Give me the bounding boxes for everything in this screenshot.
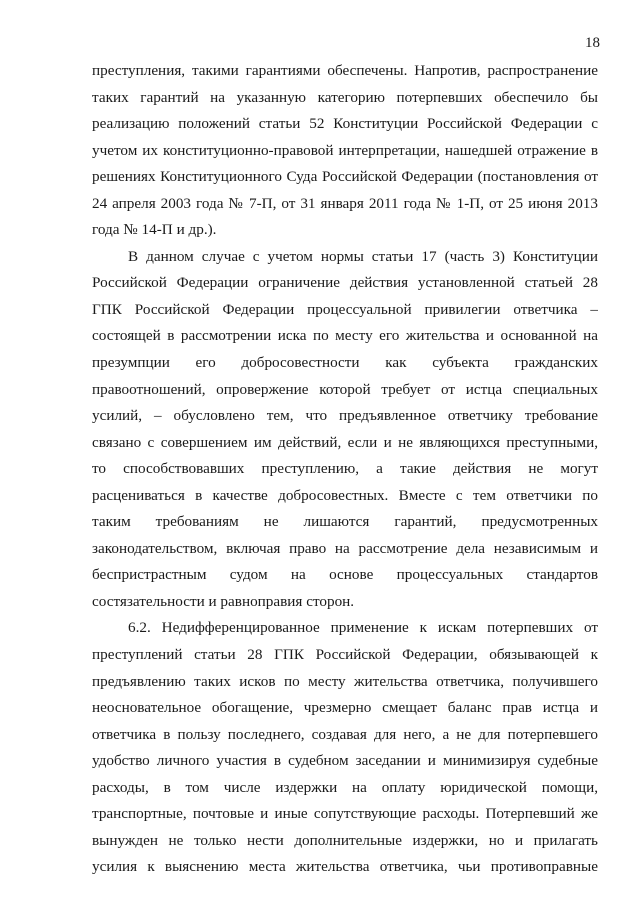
text-line: транспортные, почтовые и иные сопутствующие расходы. Потерпевший же [92, 805, 598, 823]
text-line: удобство личного участия в судебном заседании и минимизируя судебные [92, 752, 598, 770]
text-line: усилий, – обусловлено тем, что предъявленное ответчику требование [92, 407, 598, 425]
text-line: расцениваться в качестве добросовестных. Вместе с тем ответчики по [92, 486, 598, 504]
text-line: года № 14-П и др.). [92, 221, 217, 239]
text-line: усилия к выяснению места жительства ответчика, чьи противоправные [92, 858, 598, 876]
text-line: В данном случае с учетом нормы статьи 17 (часть 3) Конституции [128, 247, 598, 265]
text-line: состоящей в рассмотрении иска по месту его жительства и основанной на [92, 327, 598, 345]
text-line: 6.2. Недифференцированное применение к искам потерпевших от [128, 619, 598, 637]
text-line: вынужден не только нести дополнительные издержки, но и прилагать [92, 831, 598, 849]
text-line: состязательности и равноправия сторон. [92, 592, 355, 610]
text-line: расходы, в том числе издержки на оплату юридической помощи, [92, 778, 598, 796]
text-line: правоотношений, опровержение которой требует от истца специальных [92, 380, 598, 398]
text-line: то способствовавших преступлению, а такие действия не могут [92, 460, 598, 478]
text-line: реализацию положений статьи 52 Конституции Российской Федерации с [92, 115, 598, 133]
text-line: Российской Федерации ограничение действия установленной статьей 28 [92, 274, 598, 292]
text-line: таких гарантий на указанную категорию потерпевших обеспечило бы [92, 88, 598, 106]
text-line: преступлений статьи 28 ГПК Российской Федерации, обязывающей к [92, 646, 598, 664]
text-line: решениях Конституционного Суда Российской Федерации (постановления от [92, 168, 598, 186]
text-line: учетом их конституционно-правовой интерпретации, нашедшей отражение в [92, 141, 598, 159]
text-line: беспристрастным судом на основе процессуальных стандартов [92, 566, 598, 584]
body-text [92, 58, 598, 881]
text-line: ответчика в пользу последнего, создавая для него, а не для потерпевшего [92, 725, 598, 743]
text-line: презумпции его добросовестности как субъекта гражданских [92, 354, 598, 372]
text-line: неосновательное обогащение, чрезмерно смещает баланс прав истца и [92, 699, 598, 717]
text-line: связано с совершением им действий, если и не являющихся преступными, [92, 433, 598, 451]
page-number: 18 [585, 35, 600, 51]
text-line: ГПК Российской Федерации процессуальной привилегии ответчика – [92, 300, 598, 318]
text-line: предъявлению таких исков по месту жительства ответчика, получившего [92, 672, 598, 690]
text-line: преступления, такими гарантиями обеспечены. Напротив, распространение [92, 62, 598, 79]
text-line: законодательством, включая право на рассмотрение дела независимым и [92, 539, 598, 557]
text-line: таким требованиям не лишаются гарантий, предусмотренных [92, 513, 598, 531]
text-line: 24 апреля 2003 года № 7-П, от 31 января 2011 года № 1-П, от 25 июня 2013 [92, 194, 598, 212]
